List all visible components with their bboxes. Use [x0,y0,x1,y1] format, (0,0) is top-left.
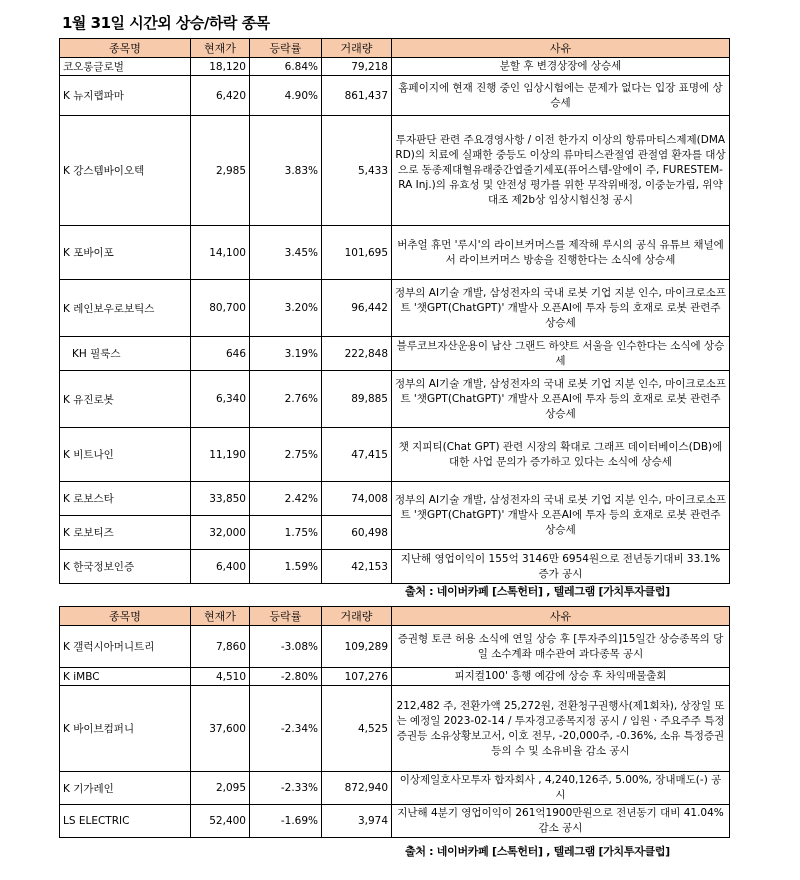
current-price: 2,985 [191,116,250,226]
change-rate: -2.80% [250,668,322,686]
change-rate: 3.45% [250,226,322,280]
change-rate: 1.59% [250,550,322,584]
table-row [60,772,730,805]
trade-volume: 47,415 [322,428,392,482]
current-price: 6,420 [191,76,250,116]
reason: 지난해 4분기 영업이익이 261억1900만원으로 전년동기 대비 41.04% 감소 공시 [392,805,730,838]
table-row [60,668,730,686]
stock-name: K iMBC [60,668,191,686]
stock-name: K 비트나인 [60,428,191,482]
reason: 홈페이지에 현재 진행 중인 임상시험에는 문제가 없다는 입장 표명에 상승세 [392,76,730,116]
current-price: 6,400 [191,550,250,584]
trade-volume: 861,437 [322,76,392,116]
trade-volume: 109,289 [322,626,392,668]
table-row [60,805,730,838]
current-price: 14,100 [191,226,250,280]
current-price: 646 [191,337,250,371]
page-title: 1월 31일 시간외 상승/하락 종목 [62,14,270,32]
trade-volume: 4,525 [322,686,392,772]
change-rate: 3.20% [250,280,322,337]
col-header-price: 현재가 [191,39,250,58]
stock-name: K 바이브컴퍼니 [60,686,191,772]
change-rate: 6.84% [250,58,322,76]
table-row [60,428,730,482]
reason: 지난해 영업이익이 155억 3146만 6954원으로 전년동기대비 33.1% 증가 공시 [392,550,730,584]
current-price: 2,095 [191,772,250,805]
table-row [60,280,730,337]
rise-table [59,38,730,584]
source-credit: 출처 : 네이버카페 [스톡헌터] , 텔레그램 [가치투자클럽] [405,585,670,598]
current-price: 11,190 [191,428,250,482]
source-credit: 출처 : 네이버카페 [스톡헌터] , 텔레그램 [가치투자클럽] [405,845,670,858]
col-header-change: 등락률 [250,39,322,58]
reason: 투자판단 관련 주요경영사항 / 이전 한가지 이상의 항류마티스제제(DMARD)의 치료에 실패한 중등도 이상의 류마티스관절염 관절염 환자를 대상으로 동종제대혈유래중간엽줄기세포(퓨어스템-알에이 주, FURESTEM-RA Inj.)의 유효성 및 안전성 평가를 위한 무작위배정, 이중눈가림, 위약대조 제2b상 임상시험신청 공시 [392,116,730,226]
col-header-change: 등락률 [250,607,322,626]
current-price: 80,700 [191,280,250,337]
reason: 증권형 토큰 허용 소식에 연일 상승 후 [투자주의]15일간 상승종목의 당일 소수계좌 매수관여 과다종목 공시 [392,626,730,668]
stock-name: K 레인보우로보틱스 [60,280,191,337]
trade-volume: 101,695 [322,226,392,280]
stock-name: K 로보티즈 [60,516,191,550]
trade-volume: 96,442 [322,280,392,337]
trade-volume: 3,974 [322,805,392,838]
trade-volume: 5,433 [322,116,392,226]
stock-name: K 기가레인 [60,772,191,805]
trade-volume: 60,498 [322,516,392,550]
current-price: 4,510 [191,668,250,686]
col-header-reason: 사유 [392,39,730,58]
reason: 212,482 주, 전환가액 25,272원, 전환청구권행사(제1회차), 상장일 또는 예정일 2023-02-14 / 투자경고종목지정 공시 / 임원ㆍ주요주주 특정증권등 소유상황보고서, 이호 전무, -20,000주, -0.36%, 소유 특정증권등의 수 및 소유비율 감소 공시 [392,686,730,772]
change-rate: 2.42% [250,482,322,516]
table-row [60,337,730,371]
stock-name: K 유진로봇 [60,371,191,428]
col-header-name: 종목명 [60,39,191,58]
reason: 피지컬100' 흥행 예감에 상승 후 차익매물출회 [392,668,730,686]
current-price: 33,850 [191,482,250,516]
trade-volume: 79,218 [322,58,392,76]
current-price: 52,400 [191,805,250,838]
rise-header-row [60,39,730,58]
reason: 정부의 AI기술 개발, 삼성전자의 국내 로봇 기업 지분 인수, 마이크로소프트 '챗GPT(ChatGPT)' 개발사 오픈AI에 투자 등의 호재로 로봇 관련주 상승세 [392,482,730,550]
table-row [60,371,730,428]
change-rate: -1.69% [250,805,322,838]
stock-name: K 뉴지랩파마 [60,76,191,116]
reason: 블루코브자산운용이 남산 그랜드 하얏트 서울을 인수한다는 소식에 상승세 [392,337,730,371]
current-price: 37,600 [191,686,250,772]
trade-volume: 74,008 [322,482,392,516]
current-price: 32,000 [191,516,250,550]
stock-name: K 한국정보인증 [60,550,191,584]
table-row [60,686,730,772]
stock-name: K 포바이포 [60,226,191,280]
reason: 이상제일호사모투자 합자회사 , 4,240,126주, 5.00%, 장내매도(-) 공시 [392,772,730,805]
trade-volume: 42,153 [322,550,392,584]
current-price: 6,340 [191,371,250,428]
change-rate: -2.33% [250,772,322,805]
stock-name: KH 필룩스 [60,337,191,371]
trade-volume: 222,848 [322,337,392,371]
col-header-volume: 거래량 [322,607,392,626]
stock-name: K 강스템바이오텍 [60,116,191,226]
reason: 정부의 AI기술 개발, 삼성전자의 국내 로봇 기업 지분 인수, 마이크로소프트 '챗GPT(ChatGPT)' 개발사 오픈AI에 투자 등의 호재로 로봇 관련주 상승세 [392,280,730,337]
col-header-volume: 거래량 [322,39,392,58]
change-rate: 3.19% [250,337,322,371]
table-row [60,482,730,516]
fall-table [59,606,730,838]
change-rate: 2.76% [250,371,322,428]
change-rate: 3.83% [250,116,322,226]
col-header-name: 종목명 [60,607,191,626]
reason: 버추얼 휴먼 '루시'의 라이브커머스를 제작해 루시의 공식 유튜브 채널에서 라이브커머스 방송을 진행한다는 소식에 상승세 [392,226,730,280]
col-header-price: 현재가 [191,607,250,626]
change-rate: 2.75% [250,428,322,482]
change-rate: -3.08% [250,626,322,668]
stock-name: 코오롱글로벌 [60,58,191,76]
current-price: 7,860 [191,626,250,668]
table-row [60,626,730,668]
trade-volume: 107,276 [322,668,392,686]
stock-name: K 갤럭시아머니트리 [60,626,191,668]
table-row [60,76,730,116]
change-rate: 1.75% [250,516,322,550]
stock-name: K 로보스타 [60,482,191,516]
table-row [60,58,730,76]
col-header-reason: 사유 [392,607,730,626]
trade-volume: 89,885 [322,371,392,428]
table-row [60,226,730,280]
trade-volume: 872,940 [322,772,392,805]
table-row [60,550,730,584]
change-rate: 4.90% [250,76,322,116]
table-row [60,116,730,226]
current-price: 18,120 [191,58,250,76]
fall-header-row [60,607,730,626]
reason: 분할 후 변경상장에 상승세 [392,58,730,76]
reason: 챗 지피티(Chat GPT) 관련 시장의 확대로 그래프 데이터베이스(DB)에 대한 사업 문의가 증가하고 있다는 소식에 상승세 [392,428,730,482]
reason: 정부의 AI기술 개발, 삼성전자의 국내 로봇 기업 지분 인수, 마이크로소프트 '챗GPT(ChatGPT)' 개발사 오픈AI에 투자 등의 호재로 로봇 관련주 상승세 [392,371,730,428]
stock-name: LS ELECTRIC [60,805,191,838]
change-rate: -2.34% [250,686,322,772]
